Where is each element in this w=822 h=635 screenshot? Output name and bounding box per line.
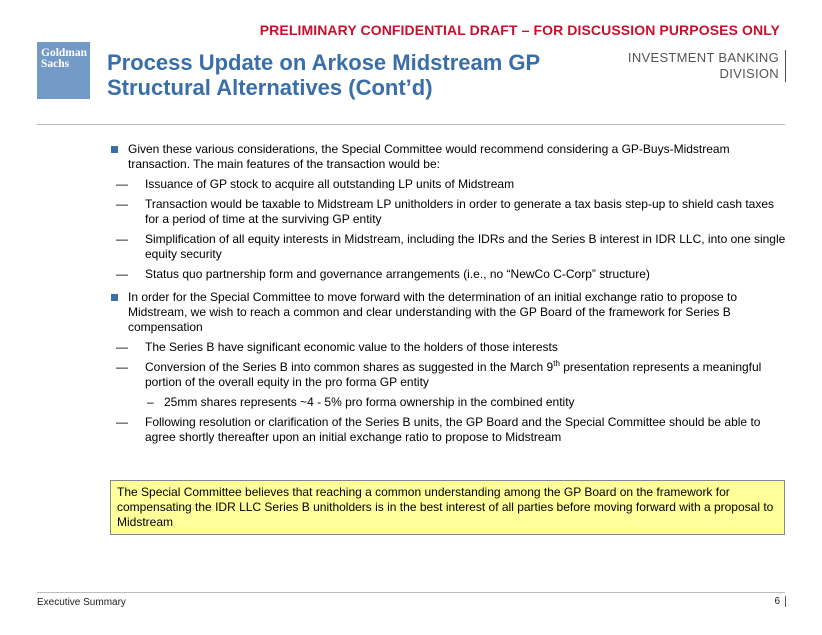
sub-bullet-text: Transaction would be taxable to Midstream LP unitholders in order to generate a tax basis step-up to shield cash taxes for a period of time at the surviving GP entity: [145, 197, 775, 226]
main-content: [111, 142, 791, 450]
page-title: Process Update on Arkose Midstream GP Structural Alternatives (Cont’d): [107, 50, 540, 100]
logo-line-2: Sachs: [41, 58, 70, 70]
bullet-2: [111, 290, 791, 335]
superscript-th: th: [553, 359, 560, 368]
dash-marker: —: [116, 177, 128, 191]
sub-sub-bullet-text: 25mm shares represents ~4 - 5% pro forma ownership in the combined entity: [164, 395, 575, 409]
sub-bullet: [111, 267, 791, 282]
sub-sub-bullet: [111, 395, 791, 410]
header-divider: [37, 124, 785, 125]
dash-marker: —: [116, 232, 128, 246]
bullet-1-text: Given these various considerations, the Special Committee would recommend considering a GP-Buys-Midstream transaction. The main features of the transaction would be:: [128, 142, 730, 171]
endash-marker: –: [147, 395, 154, 409]
sub-bullet: [111, 415, 791, 445]
sub-bullet-text-start: Conversion of the Series B into common shares as suggested in the March 9: [145, 360, 554, 374]
division-line-1: INVESTMENT BANKING: [627, 50, 779, 65]
bullet-2-text: In order for the Special Committee to move forward with the determination of an initial exchange ratio to propose to Midstream, we wish to reach a common and clear understanding with the GP Board of the framework for Series B compensation: [128, 290, 737, 334]
confidential-banner: PRELIMINARY CONFIDENTIAL DRAFT – FOR DISCUSSION PURPOSES ONLY: [259, 22, 780, 38]
sub-bullet-text: [145, 360, 761, 389]
dash-marker: —: [116, 197, 128, 211]
sub-bullet-text-end: presentation represents a meaningful portion of the overall equity in the pro forma GP entity: [145, 360, 762, 389]
sub-bullet-text: Following resolution or clarification of the Series B units, the GP Board and the Special Committee should be able to agree shortly thereafter upon an initial exchange ratio to propose to Midstream: [145, 415, 761, 444]
bullet-1: [111, 142, 791, 172]
square-bullet-icon: [111, 146, 118, 153]
sub-bullet-text: The Series B have significant economic value to the holders of those interests: [145, 340, 558, 354]
sub-bullet: [111, 340, 791, 355]
sub-bullet-text: Simplification of all equity interests in Midstream, including the IDRs and the Series B interest in IDR LLC, into one single equity security: [145, 232, 786, 261]
sub-bullet: [111, 360, 791, 390]
division-line-2: DIVISION: [719, 66, 779, 81]
goldman-sachs-logo: [37, 42, 90, 99]
dash-marker: —: [116, 415, 128, 429]
footer-section-label: Executive Summary: [37, 597, 126, 608]
logo-line-1: Goldman: [41, 47, 88, 59]
dash-marker: —: [116, 340, 128, 354]
division-label: [628, 50, 786, 82]
sub-bullet: [111, 232, 791, 262]
dash-marker: —: [116, 360, 128, 374]
callout-box: The Special Committee believes that reaching a common understanding among the GP Board on the framework for compensating the IDR LLC Series B unitholders is in the best interest of all parties before moving forward with a proposal to Midstream: [110, 480, 785, 535]
page-number: 6: [774, 596, 786, 607]
sub-bullet-text: Issuance of GP stock to acquire all outstanding LP units of Midstream: [145, 177, 515, 191]
square-bullet-icon: [111, 294, 118, 301]
sub-bullet: [111, 197, 791, 227]
sub-bullet-text: Status quo partnership form and governance arrangements (i.e., no “NewCo C-Corp” structure): [145, 267, 650, 281]
footer-divider: [37, 592, 785, 593]
dash-marker: —: [116, 267, 128, 281]
sub-bullet: [111, 177, 791, 192]
